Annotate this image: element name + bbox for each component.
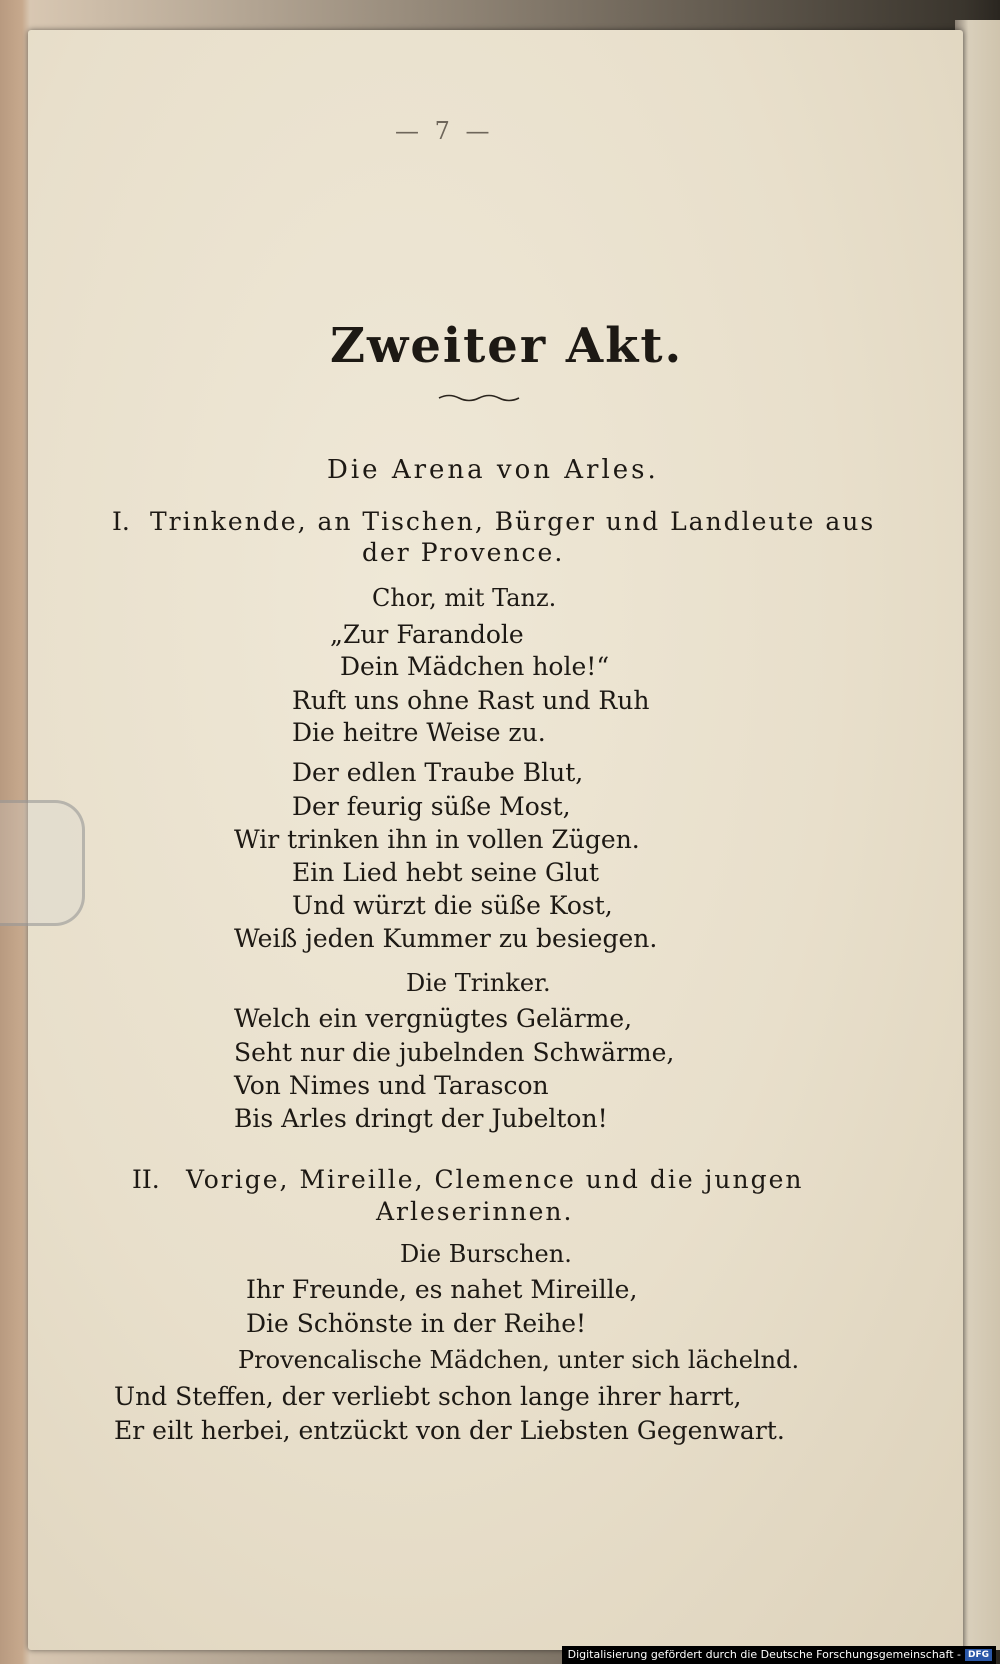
verse-line: Seht nur die jubelnden Schwärme, <box>234 1038 675 1067</box>
section-heading: Trinkende, an Tischen, Bürger und Landleute aus <box>150 507 876 536</box>
verse-line: Weiß jeden Kummer zu besiegen. <box>234 924 658 953</box>
scene-heading: Die Arena von Arles. <box>327 455 659 485</box>
verse-line: Wir trinken ihn in vollen Zügen. <box>234 825 640 854</box>
verse-line: Bis Arles dringt der Jubelton! <box>234 1104 608 1133</box>
stage-direction: Chor, mit Tanz. <box>372 584 557 612</box>
section-heading: der Provence. <box>362 538 565 567</box>
digitization-credit <box>562 1646 996 1664</box>
verse-line: Von Nimes und Tarascon <box>234 1071 549 1100</box>
verse-line: Der feurig süße Most, <box>292 792 571 821</box>
verse-line: Die heitre Weise zu. <box>292 718 546 747</box>
section-heading: Arleserinnen. <box>376 1197 574 1226</box>
section-numeral: I. <box>112 507 130 536</box>
verse-line: Und Steffen, der verliebt schon lange ihrer harrt, <box>114 1382 742 1411</box>
ornament-divider <box>437 393 521 403</box>
credit-text: Digitalisierung gefördert durch die Deutsche Forschungsgemeinschaft - <box>567 1648 961 1661</box>
section-numeral: II. <box>132 1165 160 1194</box>
speaker-name: Die Trinker. <box>406 969 551 997</box>
section-heading: Vorige, Mireille, Clemence und die jungen <box>186 1165 804 1194</box>
verse-line: „Zur Farandole <box>330 620 524 649</box>
verse-line: Ruft uns ohne Rast und Ruh <box>292 686 650 715</box>
verse-line: Ein Lied hebt seine Glut <box>292 858 600 887</box>
verse-line: Der edlen Traube Blut, <box>292 758 584 787</box>
speaker-name: Die Burschen. <box>400 1240 572 1268</box>
page-number: — 7 — <box>395 117 494 145</box>
verse-line: Er eilt herbei, entzückt von der Liebsten Gegenwart. <box>114 1416 785 1445</box>
verse-line: Ihr Freunde, es nahet Mireille, <box>246 1275 638 1304</box>
verse-line: Und würzt die süße Kost, <box>292 891 613 920</box>
act-title: Zweiter Akt. <box>330 318 684 374</box>
stage-direction: Provencalische Mädchen, unter sich lächelnd. <box>238 1346 800 1374</box>
verse-line: Die Schönste in der Reihe! <box>246 1309 587 1338</box>
dfg-logo-icon: DFG <box>965 1649 992 1661</box>
verse-line: Dein Mädchen hole!“ <box>340 652 610 681</box>
verse-line: Welch ein vergnügtes Gelärme, <box>234 1004 633 1033</box>
page-clip <box>0 800 85 926</box>
